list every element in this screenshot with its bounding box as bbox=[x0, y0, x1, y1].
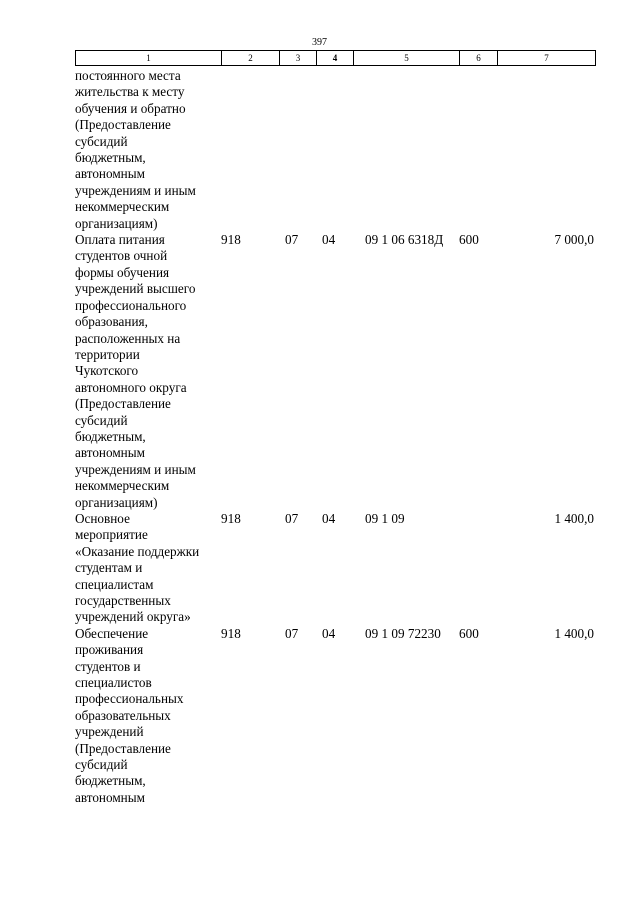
row-vr: 600 bbox=[459, 232, 479, 248]
header-col-6: 6 bbox=[460, 51, 498, 65]
row-name: Основное мероприятие «Оказание поддержки студентам и специалистам государственных учреждений округа» bbox=[75, 510, 200, 625]
table-row bbox=[75, 68, 596, 232]
table-header bbox=[75, 50, 596, 66]
row-rz: 07 bbox=[285, 510, 299, 526]
table-row bbox=[75, 511, 596, 626]
row-name: Обеспечение проживания студентов и специалистов профессиональных образовательных учреждений (Предоставление субсидий бюджетным, автономным bbox=[75, 625, 184, 805]
row-csr: 09 1 09 72230 bbox=[365, 625, 441, 641]
table-row bbox=[75, 232, 596, 511]
row-pr: 04 bbox=[322, 232, 336, 248]
header-col-5: 5 bbox=[354, 51, 460, 65]
row-csr bbox=[353, 68, 459, 232]
row-vr bbox=[459, 511, 497, 626]
table-body bbox=[75, 68, 596, 806]
row-csr: 09 1 09 bbox=[365, 510, 405, 526]
row-grbs: 918 bbox=[221, 232, 241, 248]
page-number: 397 bbox=[312, 37, 327, 48]
row-pr: 04 bbox=[322, 625, 336, 641]
header-col-7: 7 bbox=[544, 53, 549, 63]
row-rz: 07 bbox=[285, 232, 299, 248]
row-vr: 600 bbox=[459, 625, 479, 641]
row-sum: 7 000,0 bbox=[554, 232, 594, 248]
row-grbs bbox=[221, 68, 279, 232]
header-col-1: 1 bbox=[76, 51, 222, 65]
header-col-4: 4 bbox=[317, 51, 354, 65]
header-col-3: 3 bbox=[280, 51, 317, 65]
row-vr bbox=[459, 68, 497, 232]
row-sum: 1 400,0 bbox=[554, 625, 594, 641]
table-row bbox=[75, 626, 596, 806]
row-pr: 04 bbox=[322, 510, 336, 526]
row-sum: 1 400,0 bbox=[554, 510, 594, 526]
row-csr: 09 1 06 6318Д bbox=[365, 232, 444, 248]
row-grbs: 918 bbox=[221, 625, 241, 641]
row-rz bbox=[279, 68, 316, 232]
row-rz: 07 bbox=[285, 625, 299, 641]
row-name: Оплата питания студентов очной формы обучения учреждений высшего профессионального образования, расположенных на территории Чукотского автономного округа (Предоставление субсидий бюджетным, автономным учреждениям и иным некоммерческим организациям) bbox=[75, 232, 196, 510]
row-sum bbox=[497, 68, 594, 232]
row-name: постоянного места жительства к месту обучения и обратно (Предоставление субсидий бюджетным, автономным учреждениям и иным некоммерческим организациям) bbox=[75, 68, 196, 231]
header-col-2: 2 bbox=[222, 51, 280, 65]
row-pr bbox=[316, 68, 353, 232]
row-grbs: 918 bbox=[221, 510, 241, 526]
